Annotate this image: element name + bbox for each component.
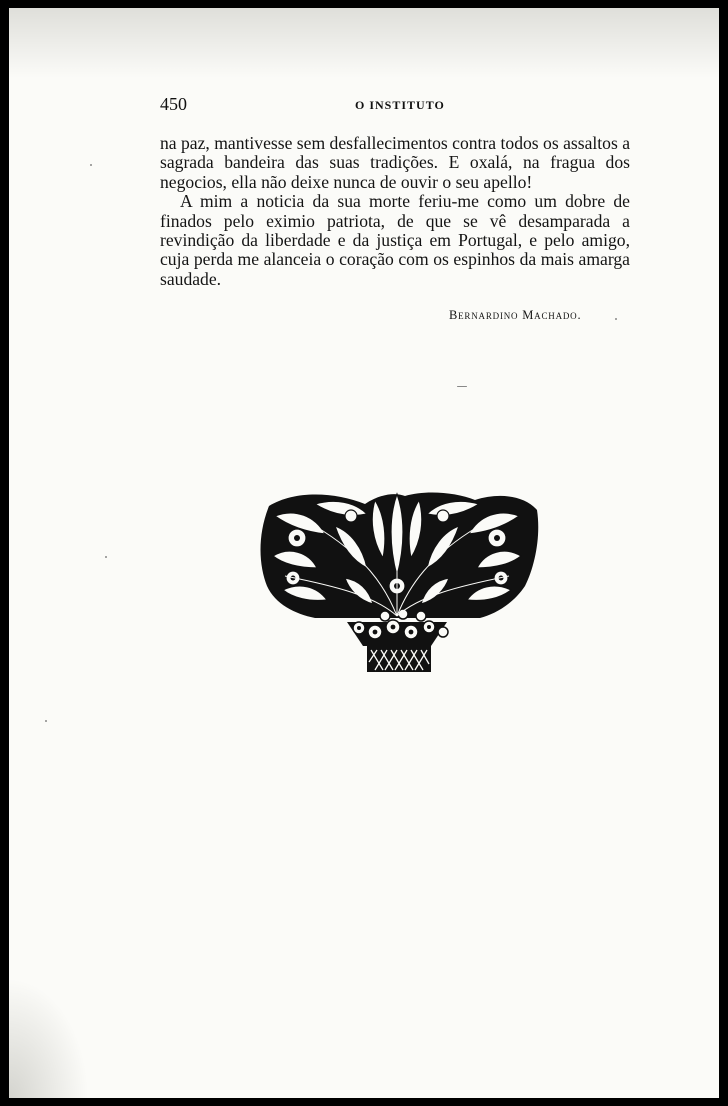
flower-basket-ornament-icon bbox=[255, 486, 539, 674]
page-number: 450 bbox=[160, 94, 187, 114]
paragraph-2: A mim a noticia da sua morte feriu-me como um dobre de finados pelo eximio patriota, de que se vê desamparada a revindição da liberdade e da justiça em Portugal, e pelo amigo, cuja perda me alanceia o coração com os espinhos da mais amarga saudade. bbox=[160, 191, 630, 289]
paper-speck bbox=[457, 386, 467, 387]
running-title: O INSTITUTO bbox=[355, 98, 445, 112]
body-text bbox=[160, 134, 630, 289]
paper-speck bbox=[45, 720, 47, 722]
paper-speck bbox=[105, 556, 107, 558]
paper-speck bbox=[90, 164, 92, 166]
page-header bbox=[160, 94, 640, 116]
paragraph-1: na paz, mantivesse sem desfallecimentos contra todos os assaltos a sagrada bandeira das suas tradições. E oxalá, na fragua dos negocios, ella não deixe nunca de ouvir o seu apello! bbox=[160, 133, 631, 192]
book-page bbox=[9, 8, 719, 1098]
author-signature: Bernardino Machado. bbox=[449, 308, 582, 322]
paper-speck bbox=[615, 318, 617, 320]
